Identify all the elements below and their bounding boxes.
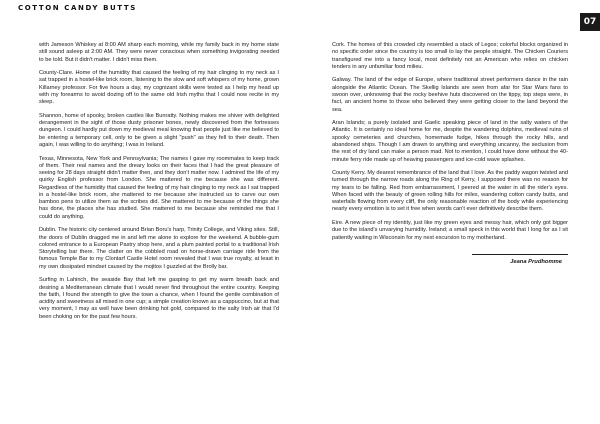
paragraph: Shannon, home of spooky, broken castles like Bunratty. Nothing makes me shiver with delighted derangement in the sight of those dusty prisoner bones, newly discovered from the fortresses dungeon. I could hardly put down my medieval meal knowing that people just like me believed to be entering a temporary cell, only to be given a slight "push" as they fell to their death. Then again, I was willing to do anything; I was in Ireland. — [39, 112, 279, 148]
paragraph: with Jameson Whiskey at 8:00 AM sharp each morning, while my family back in my home state still sound asleep at 2:00 AM. They were never conscious when something invigorating needed to be told. But it didn't matter. I didn't miss them. — [39, 42, 279, 63]
paragraph: Galway. The land of the edge of Europe, where traditional street performers dance in the rain alongside the Atlantic Ocean. The Skellig Islands are seen from afar for Star Wars fans to swoon over, unknowing that the rocky beehive huts discovered on the tippy, top steps were, in fact, an ancient home to those who believed they were getting closer to the land beyond the sea. — [332, 77, 568, 113]
paragraph: Surfing in Lahinch, the seaside Bay that left me gasping to get my warm breath back and desiring a Mediterranean climate that I would never find throughout the entire country. Keeping the faith, I found the strength to give the town a chance, when I found the gentle combination of acidity and sweetness all mixed in one cup; a simple creation known as a cappuccino, but at that very moment, I may as well have been drinking hot gold, compared to the salty Irish air that I'd been choking on for the past few hours. — [39, 277, 279, 320]
paragraph: Cork. The homes of this crowded city resembled a stack of Legos; colorful blocks organized in no specific order since the country is too small to lay the people straight. The Chicken Couriers transfigured me into a fancy local, most definitely not an American who relies on chicken tenders in any unfamiliar food milieu. — [332, 42, 568, 70]
paragraph: County Kerry. My dearest remembrance of the land that I love. As the paddy wagon twisted and turned through the narrow roads along the Ring of Kerry, I supposed there was no reason for my tears to be falling. Red from embarrassment, I peered at the water in all the rider's eyes. When faced with the beauty of green rolling hills for miles, wandering cotton candy butts, and waterfalls flowing from every cliff, the only reasonable reaction of the body while experiencing nearly every emotion is to set it free when words can't ever definitively describe them. — [332, 170, 568, 213]
paragraph: Dublin. The historic city centered around Brian Boru's harp, Trinity College, and Viking sites. Still, the doors of Dublin dragged me in and left me alone to explore for the weekend. A bubble-gum colored entrance to a European Pastry shop here, and a plum painted portal to a traditional Irish Storytelling bar there. The clatter on the cobbled road on horse-drawn carriage ride from the famous Temple Bar to my Clontarf Castle Hotel room revealed that I was true royalty, at least in my own dissipated mindset caused by the mojitos I guzzled at the Brolly bar. — [39, 227, 279, 270]
left-text-column — [39, 42, 279, 327]
paragraph: Eire. A new piece of my identity, just like my green eyes and messy hair, which only got bigger due to the island's unvarying humidity. Ireland; a small speck in this world that I long for as I sit patiently waiting in Wisconsin for my next excursion to my motherland. — [332, 220, 568, 241]
paragraph: Aran Islands; a purely isolated and Gaelic speaking piece of land in the salty waters of the Atlantic. It is certainly no ideal home for me, despite the wandering dolphins, medieval ruins of spooky cemeteries and churches, homemade fudge, hikes through the rocky hills, and abandoned ships. Though I am drawn to anything and everything uncanny, the seclusion from the rest of dry land can make a person mad. Not to mention, I could have done without the 40-minute ferry ride made up of heaving passengers and ice-cold wave splashes. — [332, 120, 568, 163]
paragraph: Texas, Minnesota, New York and Pennsylvania; The names I gave my roommates to keep track of them. Their real names and the dreary looks on their faces that I had the great pleasure of seeing for 28 days straight didn't matter then, and they don't matter now. I admired the life of my quirky English professor from London. She mattered to me because she was different. Regardless of the humidity that caused the feeling of my hair clinging to my neck as I sat trapped in a hostel-like brick room, she mattered to me because she instructed us to carve our own bamboo pens to utilize them as the scribes did. She mattered to me because of the things she has done, the places she has studied. She mattered to me because she reminded me that I could do anything. — [39, 155, 279, 220]
paragraph: County-Clare. Home of the humidity that caused the feeling of my hair clinging to my neck as I sat trapped in a hostel-like brick room, listening to the slow and soft whispers of my home, grown Killarney professor. For five hours a day, my cognizant skills were tested as I help my head up with my forearms to avoid dozing off to the same old Irish myths that I could now recite in my sleep. — [39, 70, 279, 106]
author-signature: Jeana Prudhomme — [510, 258, 562, 265]
right-text-column — [332, 42, 568, 266]
magazine-header-title: COTTON CANDY BUTTS — [18, 4, 137, 12]
signature-rule — [472, 254, 568, 255]
page-number-badge: 07 — [580, 13, 600, 31]
